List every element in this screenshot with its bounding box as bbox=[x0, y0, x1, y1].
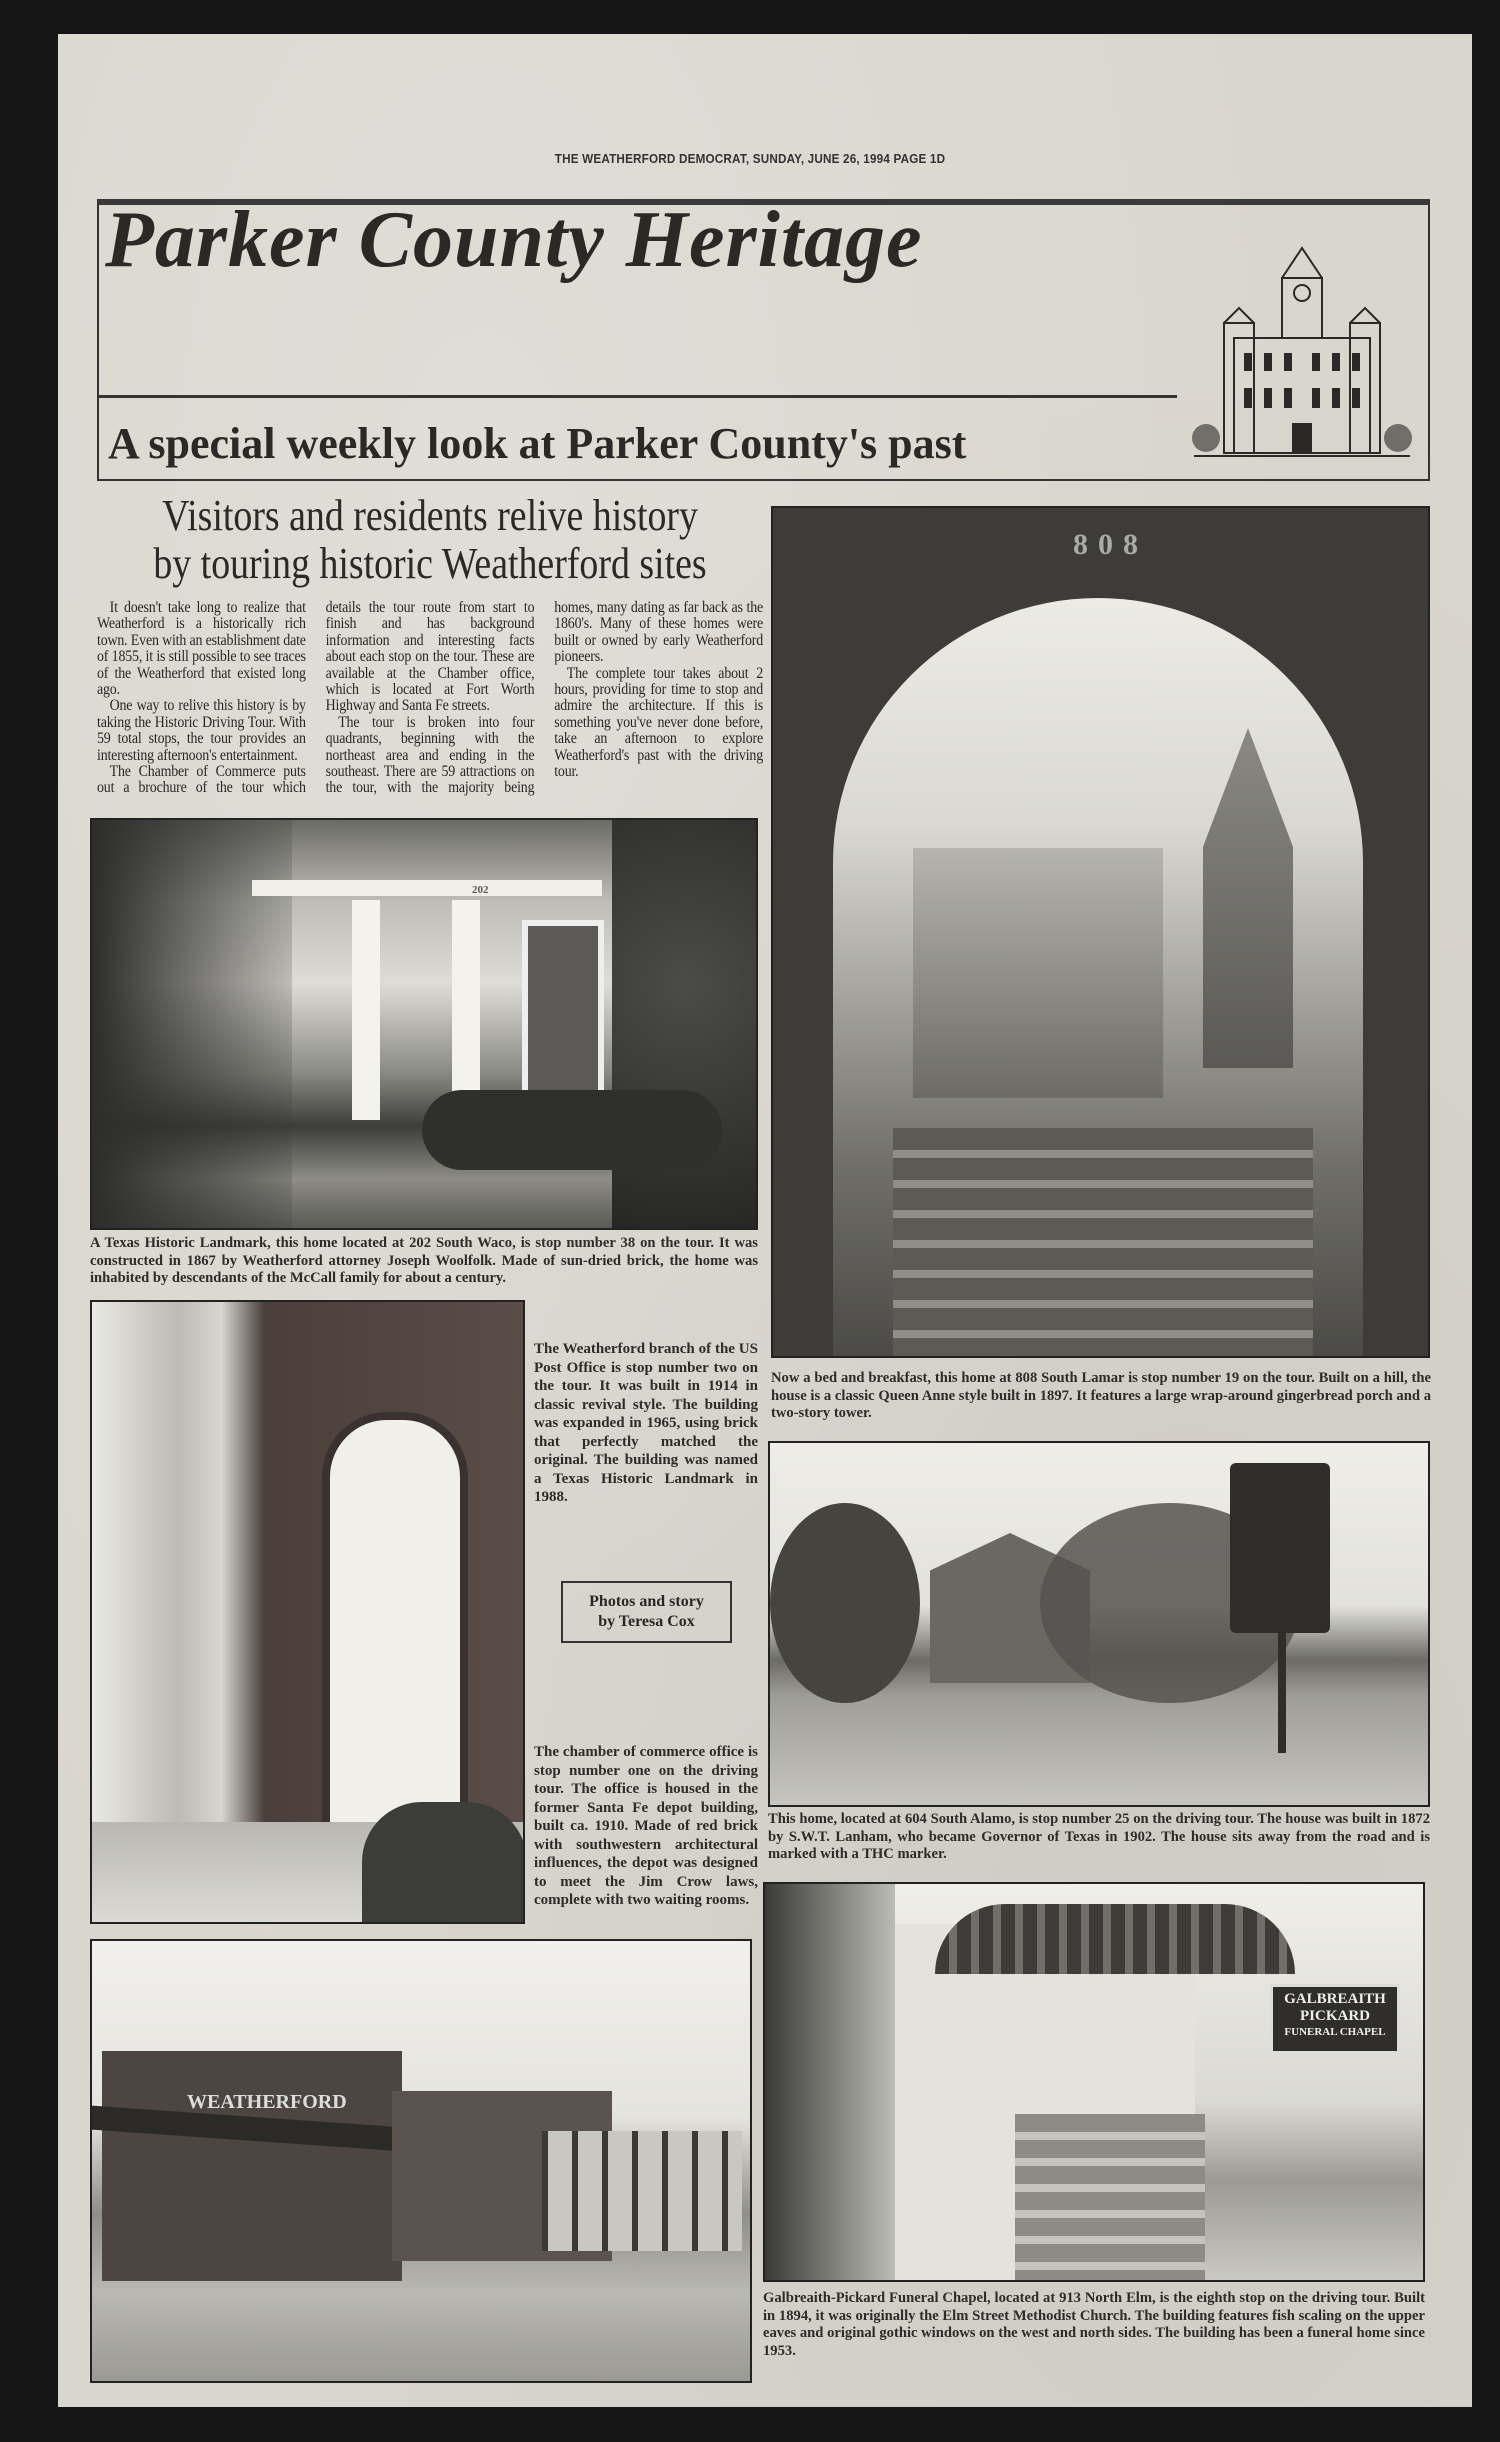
section-subtitle: A special weekly look at Parker County's past bbox=[108, 419, 967, 468]
caption-funeral-chapel: Galbreaith-Pickard Funeral Chapel, located at 913 North Elm, is the eighth stop on the driving tour. Built in 1894, it was originally the Elm Street Methodist Church. The building features fish scaling on the upper eaves and original gothic windows on the west and north sides. The building has been a funeral home since 1953. bbox=[763, 2290, 1425, 2359]
photo-202-south-waco bbox=[90, 818, 758, 1230]
caption-post-office: The Weatherford branch of the US Post Office is stop number two on the tour. It was built in 1914 in classic revival style. The building was expanded in 1965, using brick that perfectly matched the original. The building was named a Texas Historic Landmark in 1988. bbox=[534, 1341, 758, 1505]
headline-line-2: by touring historic Weatherford sites bbox=[153, 539, 707, 588]
depot-sign: WEATHERFORD bbox=[187, 2091, 347, 2113]
article-paragraph: The tour is broken into four quadrants, beginning with the northeast area and ending in the southeast. There are 59 attractions on the tour, with the majority being homes, many dating as far back as the 1860's. Many of these homes were built or owned by early Weatherford pioneers. bbox=[325, 599, 763, 797]
photo-funeral-chapel bbox=[763, 1882, 1425, 2282]
funeral-chapel-sign bbox=[1270, 1984, 1400, 2054]
caption-202-south-waco: A Texas Historic Landmark, this home located at 202 South Waco, is stop number 38 on the tour. It was constructed in 1867 by Weatherford attorney Joseph Woolfolk. Made of sun-dried brick, the home was inhabited by descendants of the McCall family for about a century. bbox=[90, 1235, 758, 1286]
sign-line-2: PICKARD bbox=[1300, 2008, 1370, 2024]
banner-divider bbox=[97, 395, 1177, 398]
masthead: THE WEATHERFORD DEMOCRAT, SUNDAY, JUNE 26, 1994 PAGE 1D bbox=[554, 151, 946, 166]
photo-604-south-alamo bbox=[768, 1441, 1430, 1807]
photo-credit-box bbox=[561, 1581, 732, 1643]
sign-line-1: GALBREAITH bbox=[1284, 1991, 1386, 2007]
courthouse-illustration bbox=[1184, 228, 1420, 468]
credit-line-1: Photos and story bbox=[589, 1593, 704, 1610]
photo-post-office bbox=[90, 1300, 525, 1924]
photo-808-south-lamar bbox=[771, 506, 1430, 1358]
article-paragraph: One way to relive this history is by taking the Historic Driving Tour. With 59 total stops, the tour provides an interesting afternoon's entertainment. bbox=[97, 697, 306, 764]
article-paragraph: The complete tour takes about 2 hours, providing for time to stop and admire the architecture. If this is something you've never done before, take an afternoon to explore Weatherford's past with the driving tour. bbox=[554, 664, 763, 781]
headline-line-1: Visitors and residents relive history bbox=[162, 491, 698, 540]
arch-number: 808 bbox=[1073, 528, 1148, 561]
article-paragraph: It doesn't take long to realize that Weatherford is a historically rich town. Even with an establishment date of 1855, it is still possible to see traces of the Weatherford that existed long ago. bbox=[97, 599, 306, 699]
caption-808-south-lamar: Now a bed and breakfast, this home at 808 South Lamar is stop number 19 on the tour. Built on a hill, the house is a classic Queen Anne style built in 1897. It features a large wrap-around gingerbread porch and a two-story tower. bbox=[771, 1370, 1431, 1421]
caption-santa-fe-depot: The chamber of commerce office is stop number one on the driving tour. The office is housed in the former Santa Fe depot building, built ca. 1910. Made of red brick with southwestern architectural influences, the depot was designed to meet the Jim Crow laws, complete with two waiting rooms. bbox=[534, 1744, 758, 1908]
article-body bbox=[97, 600, 763, 797]
sign-line-3: FUNERAL CHAPEL bbox=[1284, 2026, 1386, 2038]
caption-604-south-alamo: This home, located at 604 South Alamo, is stop number 25 on the driving tour. The house was built in 1872 by S.W.T. Lanham, who became Governor of Texas in 1902. The house sits away from the road and is marked with a THC marker. bbox=[768, 1811, 1430, 1862]
photo-santa-fe-depot bbox=[90, 1939, 752, 2383]
article-headline bbox=[146, 492, 714, 588]
article-paragraph: The Chamber of Commerce puts out a brochure of the tour which details the tour route from start to finish and has background information and interesting facts about each stop on the tour. These are available at the Chamber office, which is located at Fort Worth Highway and Santa Fe streets. bbox=[97, 599, 535, 797]
house-number: 202 bbox=[472, 884, 489, 896]
credit-line-2: by Teresa Cox bbox=[598, 1613, 695, 1630]
section-title: Parker County Heritage bbox=[105, 196, 923, 284]
